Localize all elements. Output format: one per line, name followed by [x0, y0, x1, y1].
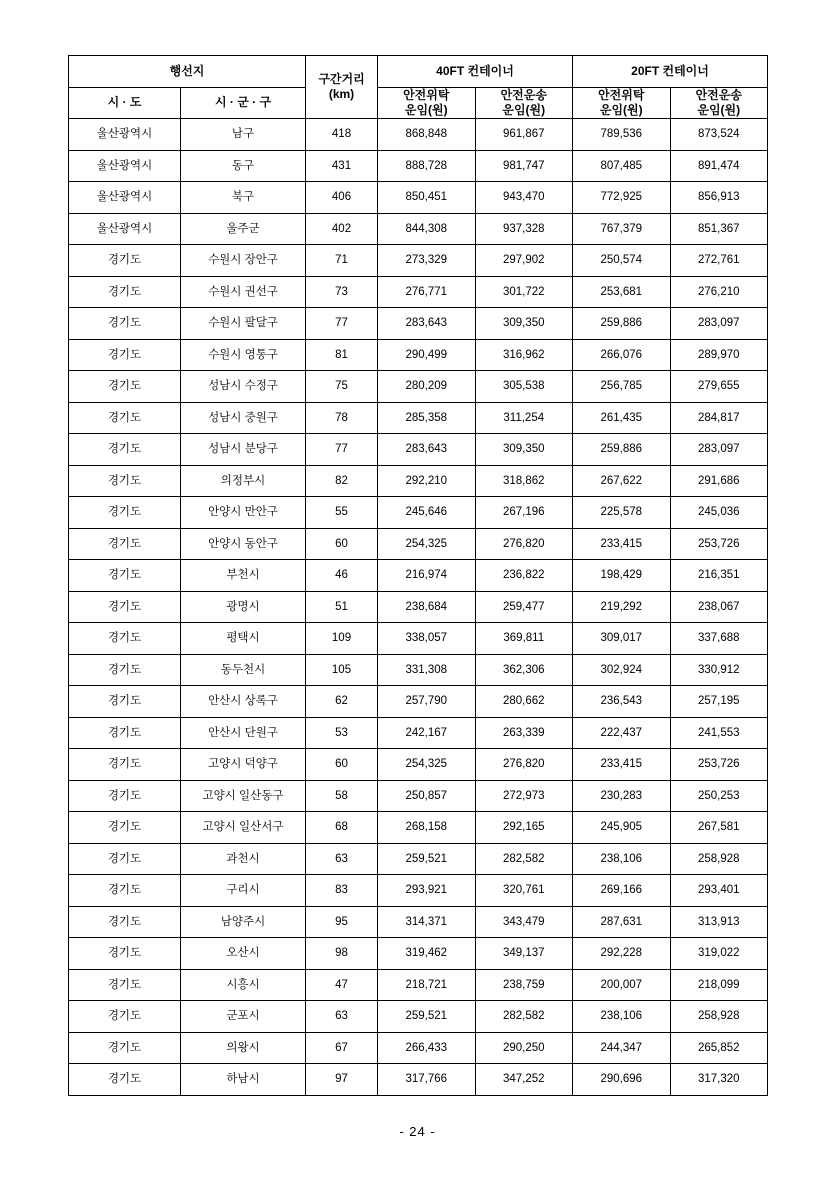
header-distance — [306, 56, 378, 119]
cell-sigungu: 오산시 — [181, 938, 306, 970]
cell-distance: 67 — [306, 1032, 378, 1064]
cell-40ft-safe-trust: 276,771 — [378, 276, 476, 308]
cell-40ft-safe-transport: 362,306 — [475, 654, 573, 686]
table-row — [69, 371, 768, 403]
header-sido: 시 · 도 — [69, 87, 181, 119]
cell-40ft-safe-transport: 318,862 — [475, 465, 573, 497]
cell-20ft-safe-transport: 253,726 — [670, 528, 768, 560]
cell-20ft-safe-transport: 873,524 — [670, 119, 768, 151]
cell-sido: 울산광역시 — [69, 213, 181, 245]
cell-sido: 경기도 — [69, 308, 181, 340]
cell-40ft-safe-transport: 263,339 — [475, 717, 573, 749]
cell-40ft-safe-transport: 282,582 — [475, 1001, 573, 1033]
cell-sigungu: 고양시 덕양구 — [181, 749, 306, 781]
cell-20ft-safe-transport: 283,097 — [670, 308, 768, 340]
cell-20ft-safe-trust: 233,415 — [573, 749, 671, 781]
cell-sigungu: 시흥시 — [181, 969, 306, 1001]
cell-40ft-safe-trust: 290,499 — [378, 339, 476, 371]
cell-40ft-safe-transport: 943,470 — [475, 182, 573, 214]
cell-40ft-safe-trust: 218,721 — [378, 969, 476, 1001]
cell-distance: 75 — [306, 371, 378, 403]
cell-40ft-safe-transport: 369,811 — [475, 623, 573, 655]
table-row — [69, 1032, 768, 1064]
cell-40ft-safe-trust: 868,848 — [378, 119, 476, 151]
cell-40ft-safe-trust: 331,308 — [378, 654, 476, 686]
cell-sido: 경기도 — [69, 371, 181, 403]
cell-20ft-safe-trust: 198,429 — [573, 560, 671, 592]
cell-20ft-safe-trust: 259,886 — [573, 308, 671, 340]
table-row — [69, 119, 768, 151]
cell-distance: 63 — [306, 1001, 378, 1033]
cell-40ft-safe-trust: 250,857 — [378, 780, 476, 812]
cell-distance: 73 — [306, 276, 378, 308]
cell-40ft-safe-trust: 242,167 — [378, 717, 476, 749]
header-40ft-safe-trust-line2: 운임(원) — [404, 102, 448, 117]
cell-40ft-safe-transport: 309,350 — [475, 308, 573, 340]
cell-40ft-safe-trust: 245,646 — [378, 497, 476, 529]
table-row — [69, 1064, 768, 1096]
cell-sigungu: 남양주시 — [181, 906, 306, 938]
cell-distance: 47 — [306, 969, 378, 1001]
cell-40ft-safe-trust: 285,358 — [378, 402, 476, 434]
table-row — [69, 938, 768, 970]
cell-40ft-safe-trust: 293,921 — [378, 875, 476, 907]
cell-distance: 418 — [306, 119, 378, 151]
cell-sido: 울산광역시 — [69, 182, 181, 214]
cell-20ft-safe-trust: 789,536 — [573, 119, 671, 151]
cell-sigungu: 안산시 단원구 — [181, 717, 306, 749]
cell-20ft-safe-transport: 279,655 — [670, 371, 768, 403]
cell-20ft-safe-trust: 290,696 — [573, 1064, 671, 1096]
cell-sido: 경기도 — [69, 623, 181, 655]
cell-sido: 경기도 — [69, 339, 181, 371]
table-header — [69, 56, 768, 119]
cell-sigungu: 성남시 중원구 — [181, 402, 306, 434]
cell-40ft-safe-transport: 316,962 — [475, 339, 573, 371]
table-row — [69, 812, 768, 844]
cell-40ft-safe-transport: 349,137 — [475, 938, 573, 970]
cell-40ft-safe-trust: 268,158 — [378, 812, 476, 844]
cell-distance: 46 — [306, 560, 378, 592]
cell-sigungu: 성남시 분당구 — [181, 434, 306, 466]
cell-40ft-safe-trust: 319,462 — [378, 938, 476, 970]
cell-20ft-safe-transport: 257,195 — [670, 686, 768, 718]
cell-20ft-safe-trust: 236,543 — [573, 686, 671, 718]
cell-20ft-safe-transport: 218,099 — [670, 969, 768, 1001]
cell-20ft-safe-transport: 337,688 — [670, 623, 768, 655]
header-20ft-safe-trust-line2: 운임(원) — [599, 102, 643, 117]
cell-distance: 98 — [306, 938, 378, 970]
cell-40ft-safe-trust: 216,974 — [378, 560, 476, 592]
cell-20ft-safe-transport: 258,928 — [670, 1001, 768, 1033]
cell-40ft-safe-transport: 320,761 — [475, 875, 573, 907]
cell-20ft-safe-transport: 272,761 — [670, 245, 768, 277]
cell-sido: 경기도 — [69, 1032, 181, 1064]
cell-distance: 431 — [306, 150, 378, 182]
cell-40ft-safe-transport: 937,328 — [475, 213, 573, 245]
table-row — [69, 150, 768, 182]
cell-sigungu: 안산시 상록구 — [181, 686, 306, 718]
cell-40ft-safe-trust: 888,728 — [378, 150, 476, 182]
table-row — [69, 182, 768, 214]
cell-sido: 경기도 — [69, 402, 181, 434]
cell-40ft-safe-transport: 267,196 — [475, 497, 573, 529]
cell-20ft-safe-transport: 284,817 — [670, 402, 768, 434]
cell-distance: 77 — [306, 308, 378, 340]
cell-sido: 울산광역시 — [69, 150, 181, 182]
cell-20ft-safe-transport: 283,097 — [670, 434, 768, 466]
header-40ft-safe-transport — [475, 87, 573, 119]
cell-distance: 83 — [306, 875, 378, 907]
cell-sido: 경기도 — [69, 560, 181, 592]
cell-40ft-safe-transport: 290,250 — [475, 1032, 573, 1064]
cell-sigungu: 수원시 영통구 — [181, 339, 306, 371]
table-row — [69, 717, 768, 749]
cell-sigungu: 과천시 — [181, 843, 306, 875]
header-container-20ft: 20FT 컨테이너 — [573, 56, 768, 88]
table-row — [69, 591, 768, 623]
cell-40ft-safe-transport: 282,582 — [475, 843, 573, 875]
header-20ft-safe-transport — [670, 87, 768, 119]
cell-distance: 68 — [306, 812, 378, 844]
cell-20ft-safe-trust: 266,076 — [573, 339, 671, 371]
cell-20ft-safe-trust: 259,886 — [573, 434, 671, 466]
cell-20ft-safe-trust: 244,347 — [573, 1032, 671, 1064]
table-row — [69, 276, 768, 308]
header-row-1 — [69, 56, 768, 88]
cell-20ft-safe-transport: 276,210 — [670, 276, 768, 308]
cell-sido: 경기도 — [69, 812, 181, 844]
cell-40ft-safe-transport: 309,350 — [475, 434, 573, 466]
cell-20ft-safe-transport: 851,367 — [670, 213, 768, 245]
cell-sido: 경기도 — [69, 749, 181, 781]
cell-20ft-safe-trust: 245,905 — [573, 812, 671, 844]
cell-20ft-safe-transport: 291,686 — [670, 465, 768, 497]
cell-distance: 53 — [306, 717, 378, 749]
cell-20ft-safe-trust: 767,379 — [573, 213, 671, 245]
cell-sido: 경기도 — [69, 938, 181, 970]
cell-sigungu: 울주군 — [181, 213, 306, 245]
cell-20ft-safe-trust: 219,292 — [573, 591, 671, 623]
cell-20ft-safe-trust: 302,924 — [573, 654, 671, 686]
table-row — [69, 843, 768, 875]
cell-distance: 60 — [306, 528, 378, 560]
cell-sigungu: 군포시 — [181, 1001, 306, 1033]
cell-20ft-safe-trust: 261,435 — [573, 402, 671, 434]
cell-20ft-safe-transport: 293,401 — [670, 875, 768, 907]
cell-sido: 경기도 — [69, 1001, 181, 1033]
table-row — [69, 308, 768, 340]
cell-distance: 63 — [306, 843, 378, 875]
cell-sigungu: 부천시 — [181, 560, 306, 592]
cell-20ft-safe-trust: 238,106 — [573, 843, 671, 875]
table-row — [69, 434, 768, 466]
cell-sido: 경기도 — [69, 591, 181, 623]
cell-distance: 77 — [306, 434, 378, 466]
cell-distance: 406 — [306, 182, 378, 214]
cell-sido: 경기도 — [69, 245, 181, 277]
cell-sido: 경기도 — [69, 497, 181, 529]
cell-20ft-safe-transport: 265,852 — [670, 1032, 768, 1064]
cell-40ft-safe-trust: 317,766 — [378, 1064, 476, 1096]
header-destination: 행선지 — [69, 56, 306, 88]
header-40ft-safe-transport-line2: 운임(원) — [502, 102, 546, 117]
cell-20ft-safe-trust: 267,622 — [573, 465, 671, 497]
cell-sigungu: 안양시 만안구 — [181, 497, 306, 529]
cell-40ft-safe-transport: 961,867 — [475, 119, 573, 151]
header-distance-line2: (km) — [328, 87, 355, 101]
header-20ft-safe-transport-line2: 운임(원) — [697, 102, 741, 117]
header-40ft-safe-transport-line1: 안전운송 — [500, 87, 547, 102]
cell-distance: 60 — [306, 749, 378, 781]
cell-40ft-safe-transport: 276,820 — [475, 528, 573, 560]
cell-distance: 97 — [306, 1064, 378, 1096]
header-40ft-safe-trust-line1: 안전위탁 — [403, 87, 450, 102]
cell-sigungu: 수원시 장안구 — [181, 245, 306, 277]
table-row — [69, 528, 768, 560]
cell-40ft-safe-trust: 283,643 — [378, 434, 476, 466]
header-20ft-safe-trust — [573, 87, 671, 119]
cell-20ft-safe-trust: 230,283 — [573, 780, 671, 812]
cell-sido: 경기도 — [69, 906, 181, 938]
cell-40ft-safe-trust: 266,433 — [378, 1032, 476, 1064]
cell-20ft-safe-transport: 317,320 — [670, 1064, 768, 1096]
cell-20ft-safe-transport: 313,913 — [670, 906, 768, 938]
table-row — [69, 339, 768, 371]
cell-20ft-safe-transport: 253,726 — [670, 749, 768, 781]
cell-20ft-safe-trust: 269,166 — [573, 875, 671, 907]
page-number: - 24 - — [399, 1124, 436, 1139]
cell-20ft-safe-trust: 309,017 — [573, 623, 671, 655]
header-container-40ft: 40FT 컨테이너 — [378, 56, 573, 88]
cell-sigungu: 고양시 일산동구 — [181, 780, 306, 812]
cell-40ft-safe-trust: 314,371 — [378, 906, 476, 938]
cell-40ft-safe-trust: 238,684 — [378, 591, 476, 623]
table-row — [69, 402, 768, 434]
cell-distance: 81 — [306, 339, 378, 371]
cell-40ft-safe-transport: 259,477 — [475, 591, 573, 623]
cell-20ft-safe-transport: 319,022 — [670, 938, 768, 970]
cell-sido: 경기도 — [69, 875, 181, 907]
cell-40ft-safe-trust: 844,308 — [378, 213, 476, 245]
cell-distance: 95 — [306, 906, 378, 938]
cell-20ft-safe-transport: 216,351 — [670, 560, 768, 592]
cell-40ft-safe-transport: 305,538 — [475, 371, 573, 403]
cell-distance: 62 — [306, 686, 378, 718]
table-row — [69, 686, 768, 718]
cell-40ft-safe-trust: 338,057 — [378, 623, 476, 655]
cell-distance: 109 — [306, 623, 378, 655]
cell-40ft-safe-transport: 280,662 — [475, 686, 573, 718]
table-row — [69, 875, 768, 907]
table-row — [69, 749, 768, 781]
cell-sido: 경기도 — [69, 969, 181, 1001]
cell-40ft-safe-trust: 292,210 — [378, 465, 476, 497]
cell-distance: 82 — [306, 465, 378, 497]
table-row — [69, 1001, 768, 1033]
table-body — [69, 119, 768, 1096]
cell-sido: 경기도 — [69, 780, 181, 812]
table-row — [69, 245, 768, 277]
cell-20ft-safe-trust: 225,578 — [573, 497, 671, 529]
cell-20ft-safe-trust: 287,631 — [573, 906, 671, 938]
cell-20ft-safe-trust: 233,415 — [573, 528, 671, 560]
cell-20ft-safe-transport: 250,253 — [670, 780, 768, 812]
header-sigungu: 시 · 군 · 구 — [181, 87, 306, 119]
cell-40ft-safe-trust: 283,643 — [378, 308, 476, 340]
cell-20ft-safe-transport: 330,912 — [670, 654, 768, 686]
cell-sigungu: 수원시 팔달구 — [181, 308, 306, 340]
header-row-2 — [69, 87, 768, 119]
cell-sido: 경기도 — [69, 528, 181, 560]
cell-sigungu: 의왕시 — [181, 1032, 306, 1064]
cell-20ft-safe-trust: 200,007 — [573, 969, 671, 1001]
cell-sido: 경기도 — [69, 434, 181, 466]
header-distance-line1: 구간거리 — [318, 72, 365, 86]
cell-sigungu: 동구 — [181, 150, 306, 182]
cell-distance: 55 — [306, 497, 378, 529]
table-row — [69, 497, 768, 529]
cell-40ft-safe-transport: 981,747 — [475, 150, 573, 182]
cell-20ft-safe-trust: 250,574 — [573, 245, 671, 277]
cell-40ft-safe-transport: 347,252 — [475, 1064, 573, 1096]
cell-sido: 경기도 — [69, 465, 181, 497]
cell-20ft-safe-trust: 772,925 — [573, 182, 671, 214]
cell-40ft-safe-transport: 311,254 — [475, 402, 573, 434]
cell-sigungu: 성남시 수정구 — [181, 371, 306, 403]
cell-sido: 경기도 — [69, 717, 181, 749]
cell-20ft-safe-transport: 891,474 — [670, 150, 768, 182]
cell-40ft-safe-trust: 850,451 — [378, 182, 476, 214]
table-row — [69, 969, 768, 1001]
cell-20ft-safe-trust: 253,681 — [573, 276, 671, 308]
cell-sido: 경기도 — [69, 1064, 181, 1096]
cell-40ft-safe-trust: 259,521 — [378, 843, 476, 875]
cell-40ft-safe-transport: 301,722 — [475, 276, 573, 308]
cell-sido: 경기도 — [69, 654, 181, 686]
cell-20ft-safe-trust: 256,785 — [573, 371, 671, 403]
cell-20ft-safe-transport: 267,581 — [670, 812, 768, 844]
table-row — [69, 906, 768, 938]
cell-sigungu: 광명시 — [181, 591, 306, 623]
cell-sigungu: 수원시 권선구 — [181, 276, 306, 308]
cell-40ft-safe-transport: 297,902 — [475, 245, 573, 277]
header-20ft-safe-transport-line1: 안전운송 — [695, 87, 742, 102]
cell-40ft-safe-trust: 259,521 — [378, 1001, 476, 1033]
cell-20ft-safe-transport: 245,036 — [670, 497, 768, 529]
cell-sigungu: 고양시 일산서구 — [181, 812, 306, 844]
cell-40ft-safe-transport: 292,165 — [475, 812, 573, 844]
cell-20ft-safe-trust: 292,228 — [573, 938, 671, 970]
cell-20ft-safe-trust: 238,106 — [573, 1001, 671, 1033]
cell-40ft-safe-trust: 257,790 — [378, 686, 476, 718]
table-row — [69, 465, 768, 497]
cell-sigungu: 의정부시 — [181, 465, 306, 497]
cell-distance: 402 — [306, 213, 378, 245]
cell-20ft-safe-transport: 289,970 — [670, 339, 768, 371]
cell-distance: 105 — [306, 654, 378, 686]
header-20ft-safe-trust-line1: 안전위탁 — [598, 87, 645, 102]
cell-sido: 경기도 — [69, 276, 181, 308]
table-row — [69, 213, 768, 245]
cell-20ft-safe-transport: 258,928 — [670, 843, 768, 875]
cell-sigungu: 북구 — [181, 182, 306, 214]
table-row — [69, 654, 768, 686]
cell-distance: 78 — [306, 402, 378, 434]
cell-40ft-safe-trust: 280,209 — [378, 371, 476, 403]
cell-40ft-safe-trust: 254,325 — [378, 528, 476, 560]
cell-distance: 51 — [306, 591, 378, 623]
cell-sigungu: 동두천시 — [181, 654, 306, 686]
cell-40ft-safe-transport: 343,479 — [475, 906, 573, 938]
cell-20ft-safe-trust: 807,485 — [573, 150, 671, 182]
cell-40ft-safe-transport: 276,820 — [475, 749, 573, 781]
cell-distance: 71 — [306, 245, 378, 277]
cell-sido: 경기도 — [69, 843, 181, 875]
table-row — [69, 780, 768, 812]
header-40ft-safe-trust — [378, 87, 476, 119]
cell-sigungu: 하남시 — [181, 1064, 306, 1096]
cell-distance: 58 — [306, 780, 378, 812]
cell-sigungu: 평택시 — [181, 623, 306, 655]
cell-40ft-safe-transport: 272,973 — [475, 780, 573, 812]
cell-40ft-safe-transport: 236,822 — [475, 560, 573, 592]
table-row — [69, 623, 768, 655]
freight-rate-table — [68, 55, 768, 1096]
cell-40ft-safe-trust: 273,329 — [378, 245, 476, 277]
cell-40ft-safe-trust: 254,325 — [378, 749, 476, 781]
cell-sigungu: 안양시 동안구 — [181, 528, 306, 560]
cell-20ft-safe-transport: 856,913 — [670, 182, 768, 214]
cell-sigungu: 구리시 — [181, 875, 306, 907]
cell-sido: 울산광역시 — [69, 119, 181, 151]
cell-sido: 경기도 — [69, 686, 181, 718]
cell-20ft-safe-transport: 241,553 — [670, 717, 768, 749]
cell-20ft-safe-trust: 222,437 — [573, 717, 671, 749]
cell-40ft-safe-transport: 238,759 — [475, 969, 573, 1001]
cell-sigungu: 남구 — [181, 119, 306, 151]
cell-20ft-safe-transport: 238,067 — [670, 591, 768, 623]
table-row — [69, 560, 768, 592]
